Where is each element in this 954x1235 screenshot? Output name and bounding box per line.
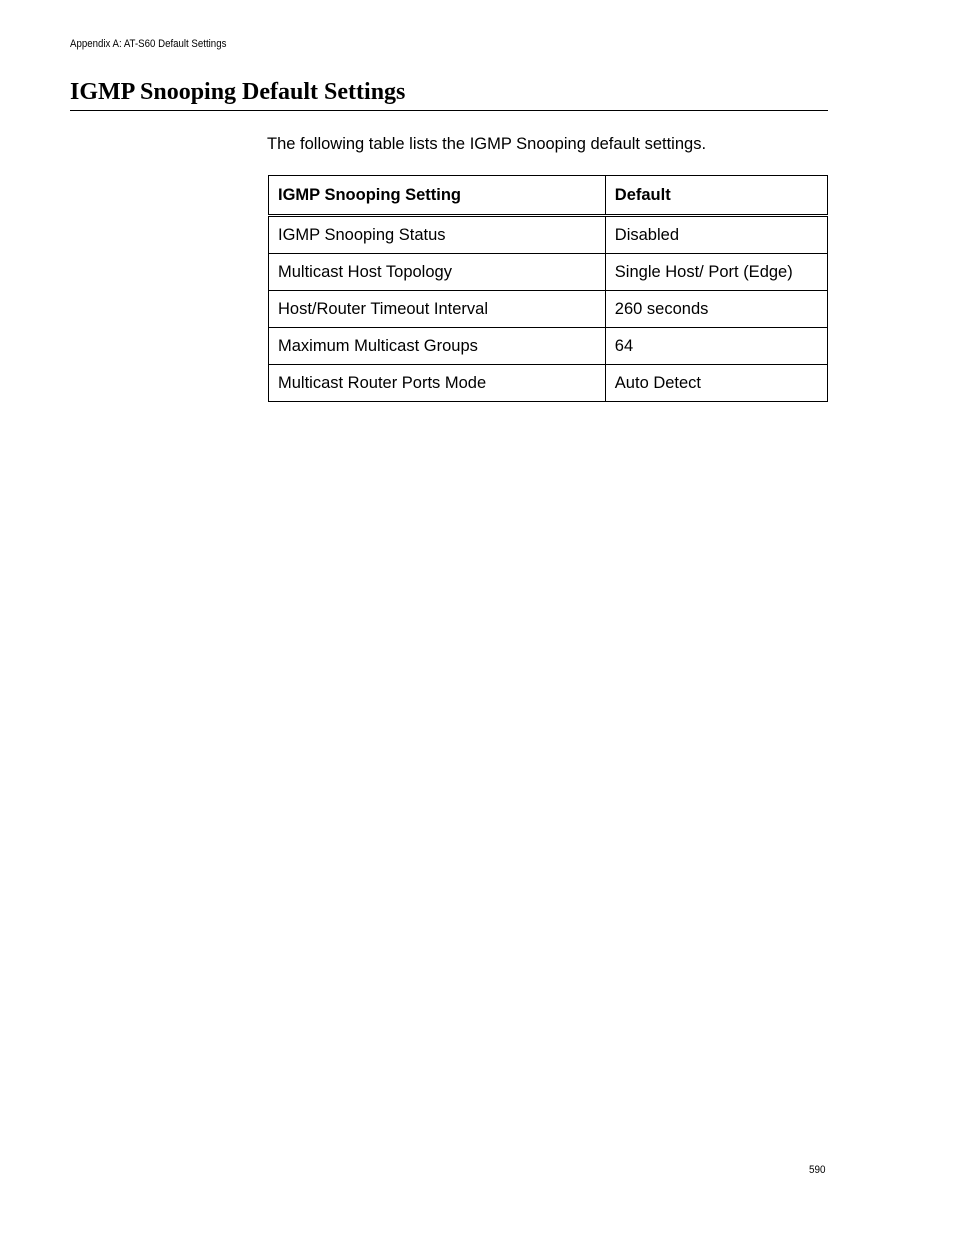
setting-cell: Maximum Multicast Groups [269, 328, 606, 365]
section-title: IGMP Snooping Default Settings [70, 78, 828, 111]
setting-cell: Multicast Host Topology [269, 254, 606, 291]
table-row [269, 328, 828, 365]
table-row [269, 254, 828, 291]
igmp-defaults-table [268, 175, 828, 402]
table-header-row [269, 176, 828, 216]
running-header: Appendix A: AT-S60 Default Settings [70, 38, 227, 50]
default-cell: Single Host/ Port (Edge) [605, 254, 827, 291]
default-cell: 260 seconds [605, 291, 827, 328]
table-row [269, 365, 828, 402]
table-row [269, 291, 828, 328]
setting-cell: Host/Router Timeout Interval [269, 291, 606, 328]
column-header-default: Default [605, 176, 827, 216]
intro-paragraph: The following table lists the IGMP Snooping default settings. [267, 135, 707, 153]
default-cell: Auto Detect [605, 365, 827, 402]
default-cell: 64 [605, 328, 827, 365]
setting-cell: Multicast Router Ports Mode [269, 365, 606, 402]
setting-cell: IGMP Snooping Status [269, 216, 606, 254]
default-cell: Disabled [605, 216, 827, 254]
column-header-setting: IGMP Snooping Setting [269, 176, 606, 216]
page-number: 590 [809, 1164, 826, 1176]
table-row [269, 216, 828, 254]
